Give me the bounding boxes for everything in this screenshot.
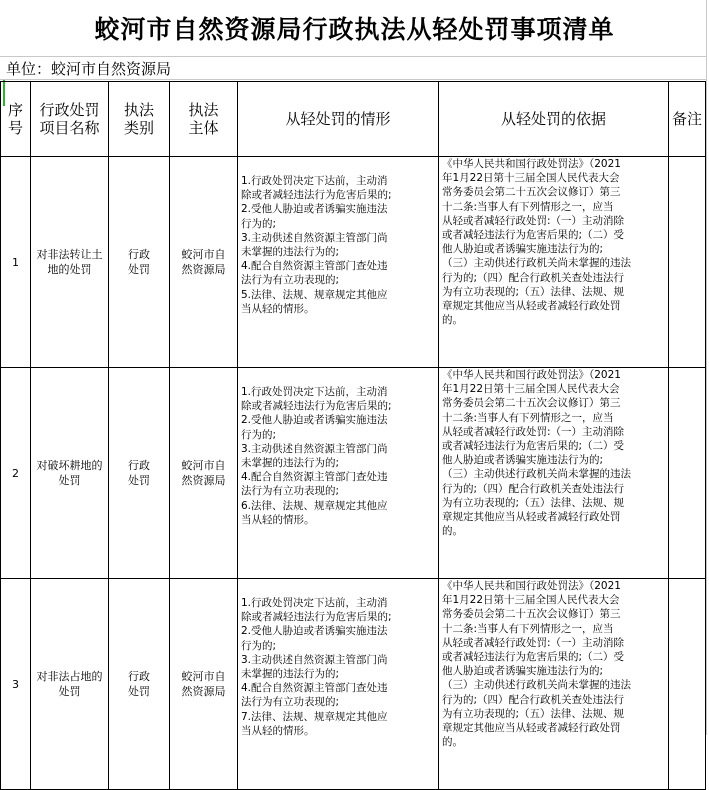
basis-line: 为有立功表现的;（五）法律、法规、规 [442,707,625,720]
penalty-table [0,81,706,790]
category-line: 处罚 [128,263,150,276]
basis-line: 年1月22日第十三届全国人民代表大会 [442,594,620,607]
basis-line: 或者减轻违法行为危害后果的;（二）受 [442,440,625,453]
table-row [1,368,706,579]
header-seq[interactable]: 序 号 [1,82,31,157]
subject-line: 然资源局 [181,685,226,698]
basis-line: 为有立功表现的;（五）法律、法规、规 [442,285,625,298]
name-line: 地的处罚 [47,263,92,276]
basis-line: 行为的;（四）配合行政机关查处违法行 [442,482,625,495]
cell-category[interactable] [109,368,170,579]
header-subject[interactable]: 执法 主体 [170,82,238,157]
basis-line: 的。 [442,314,463,327]
cell-subject[interactable] [170,579,238,790]
name-line: 对非法转让土 [36,248,103,261]
category-line: 行政 [128,670,150,683]
cell-basis[interactable] [439,579,669,790]
basis-line: 他人胁迫或者诱骗实施违法行为的; [442,454,604,467]
header-category[interactable]: 执法 类别 [109,82,170,157]
situation-line: 3.主动供述自然资源主管部门尚 [241,653,388,666]
situation-line: 4.配合自然资源主管部门查处违 [241,682,388,695]
cell-basis[interactable] [439,368,669,579]
situation-line: 未掌握的违法行为的; [241,246,340,259]
situation-line: 法行为有立功表现的; [241,274,340,287]
situation-line: 行为的; [241,428,277,441]
table-row [1,157,706,368]
cell-subject[interactable] [170,157,238,368]
basis-line: 十二条:当事人有下列情形之一，应当 [442,622,614,635]
situation-line: 未掌握的违法行为的; [241,668,340,681]
category-line: 处罚 [128,685,150,698]
basis-line: 他人胁迫或者诱骗实施违法行为的; [442,243,604,256]
basis-line: 行为的;（四）配合行政机关查处违法行 [442,271,625,284]
cell-seq[interactable]: 3 [1,579,31,790]
cell-category[interactable] [109,157,170,368]
header-basis[interactable]: 从轻处罚的依据 [439,82,669,157]
basis-line: 章规定其他应当从轻或者减轻行政处罚 [442,511,621,524]
situation-line: 除或者减轻违法行为危害后果的; [241,611,392,624]
situation-line: 行为的; [241,217,277,230]
basis-line: 或者减轻违法行为危害后果的;（二）受 [442,229,625,242]
basis-line: 年1月22日第十三届全国人民代表大会 [442,383,620,396]
situation-line: 除或者减轻违法行为危害后果的; [241,400,392,413]
situation-line: 行为的; [241,639,277,652]
cell-remark[interactable] [669,157,706,368]
cell-item-name[interactable] [31,368,109,579]
category-line: 处罚 [128,474,150,487]
situation-line: 1.行政处罚决定下达前，主动消 [241,175,388,187]
subject-line: 然资源局 [181,474,226,487]
table-row [1,579,706,790]
page-title: 蛟河市自然资源局行政执法从轻处罚事项清单 [94,14,615,44]
situation-line: 4.配合自然资源主管部门查处违 [241,471,388,484]
cell-subject[interactable] [170,368,238,579]
basis-line: 章规定其他应当从轻或者减轻行政处罚 [442,722,621,735]
cell-remark[interactable] [669,579,706,790]
basis-line: 的。 [442,736,463,749]
basis-line: 十二条:当事人有下列情形之一，应当 [442,200,614,213]
cell-situation[interactable] [238,368,439,579]
situation-line: 法行为有立功表现的; [241,696,340,709]
basis-line: 常务委员会第二十五次会议修订）第三 [442,608,621,621]
basis-line: 章规定其他应当从轻或者减轻行政处罚 [442,300,621,313]
basis-line: 从轻或者减轻行政处罚:（一）主动消除 [442,425,625,438]
header-row [1,82,706,157]
situation-line: 未掌握的违法行为的; [241,457,340,470]
situation-line: 3.主动供述自然资源主管部门尚 [241,442,388,455]
cell-remark[interactable] [669,368,706,579]
header-situation[interactable]: 从轻处罚的情形 [238,82,439,157]
subject-line: 蛟河市自 [181,670,226,683]
basis-line: 行为的;（四）配合行政机关查处违法行 [442,693,625,706]
situation-line: 7.法律、法规、规章规定其他应 [241,710,388,723]
situation-line: 1.行政处罚决定下达前，主动消 [241,386,388,398]
situation-line: 3.主动供述自然资源主管部门尚 [241,231,388,244]
cell-seq[interactable]: 2 [1,368,31,579]
basis-line: 从轻或者减轻行政处罚:（一）主动消除 [442,214,625,227]
basis-line: 或者减轻违法行为危害后果的;（二）受 [442,651,625,664]
situation-line: 法行为有立功表现的; [241,485,340,498]
header-item-name[interactable]: 行政处罚 项目名称 [31,82,109,157]
situation-line: 2.受他人胁迫或者诱骗实施违法 [241,625,388,638]
basis-line: 的。 [442,525,463,538]
basis-line: （三）主动供述行政机关尚未掌握的违法 [442,468,631,481]
subject-line: 蛟河市自 [181,248,226,261]
basis-line: 《中华人民共和国行政处罚法》（2021 [442,158,621,170]
cell-basis[interactable] [439,157,669,368]
name-line: 对非法占地的 [36,670,103,683]
cell-category[interactable] [109,579,170,790]
situation-line: 当从轻的情形。 [241,302,315,315]
basis-line: 为有立功表现的;（五）法律、法规、规 [442,496,625,509]
situation-line: 当从轻的情形。 [241,513,315,526]
cell-item-name[interactable] [31,579,109,790]
basis-line: （三）主动供述行政机关尚未掌握的违法 [442,679,631,692]
cell-item-name[interactable] [31,157,109,368]
name-line: 处罚 [58,685,81,698]
situation-line: 当从轻的情形。 [241,724,315,737]
situation-line: 4.配合自然资源主管部门查处违 [241,260,388,273]
cell-situation[interactable] [238,157,439,368]
basis-line: （三）主动供述行政机关尚未掌握的违法 [442,257,631,270]
subject-line: 蛟河市自 [181,459,226,472]
basis-line: 《中华人民共和国行政处罚法》（2021 [442,369,621,381]
unit-label[interactable]: 单位：蛟河市自然资源局 [0,56,706,80]
cell-situation[interactable] [238,579,439,790]
situation-line: 1.行政处罚决定下达前，主动消 [241,597,388,609]
cell-seq[interactable]: 1 [1,157,31,368]
subject-line: 然资源局 [181,263,226,276]
basis-line: 常务委员会第二十五次会议修订）第三 [442,397,621,410]
category-line: 行政 [128,459,150,472]
basis-line: 常务委员会第二十五次会议修订）第三 [442,186,621,199]
situation-line: 5.法律、法规、规章规定其他应 [241,288,388,301]
header-remark[interactable]: 备注 [669,82,706,157]
category-line: 行政 [128,248,150,261]
situation-line: 2.受他人胁迫或者诱骗实施违法 [241,414,388,427]
basis-line: 十二条:当事人有下列情形之一，应当 [442,411,614,424]
basis-line: 从轻或者减轻行政处罚:（一）主动消除 [442,636,625,649]
situation-line: 6.法律、法规、规章规定其他应 [241,499,388,512]
name-line: 处罚 [58,474,81,487]
basis-line: 年1月22日第十三届全国人民代表大会 [442,172,620,185]
sheet-edge [706,0,707,735]
situation-line: 2.受他人胁迫或者诱骗实施违法 [241,203,388,216]
name-line: 对破坏耕地的 [36,459,103,472]
situation-line: 除或者减轻违法行为危害后果的; [241,189,392,202]
basis-line: 他人胁迫或者诱骗实施违法行为的; [442,665,604,678]
basis-line: 《中华人民共和国行政处罚法》（2021 [442,580,621,592]
